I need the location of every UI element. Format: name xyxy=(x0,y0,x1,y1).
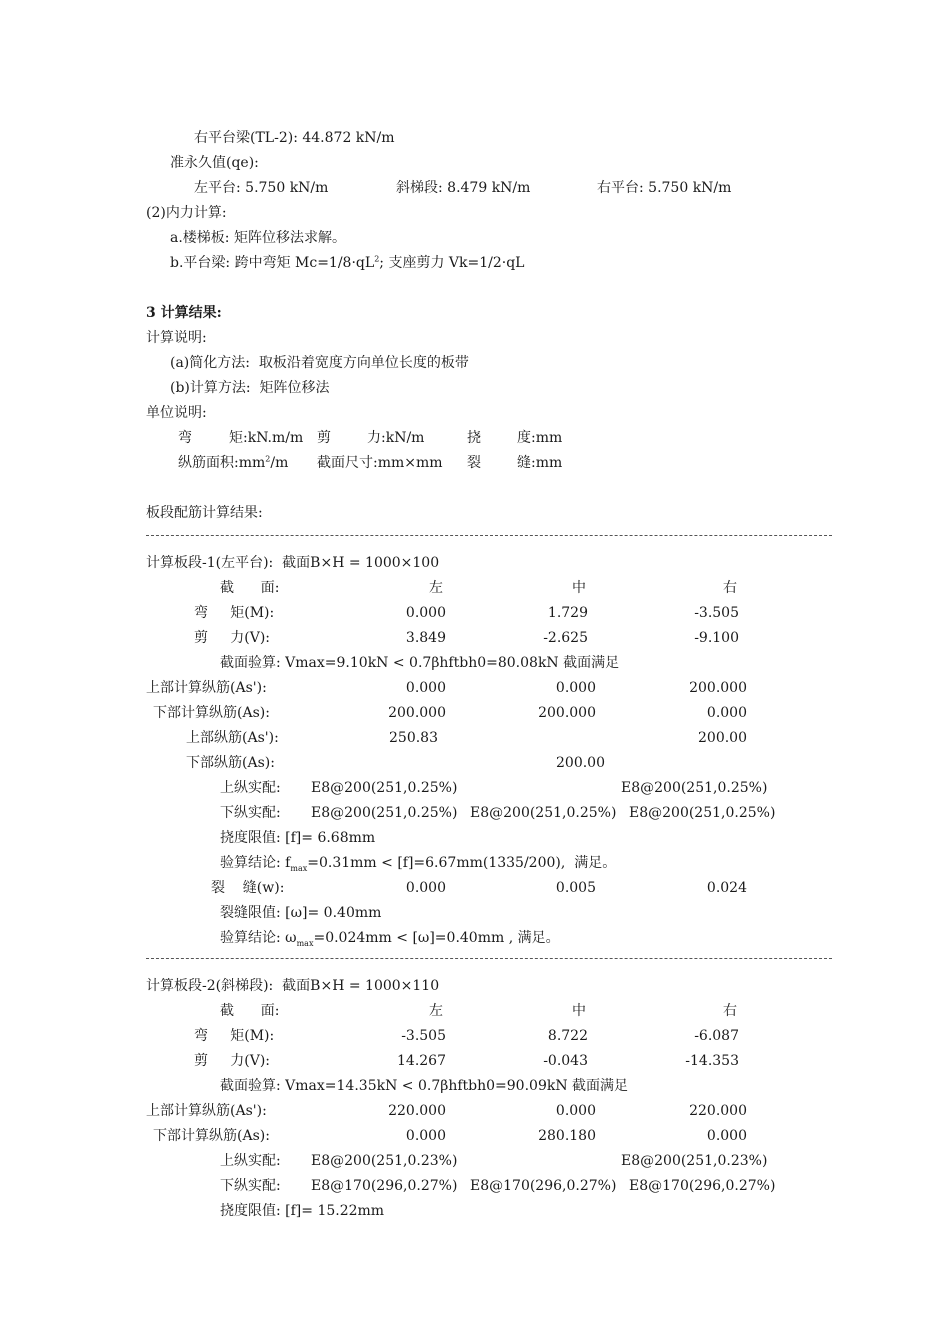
seg1-v-label: 剪 力(V): xyxy=(194,630,271,646)
seg2-lowreal-right: E8@170(296,0.27%) xyxy=(629,1178,776,1194)
seg1-title: 计算板段-1(左平台): 截面B×H = 1000×100 xyxy=(146,555,440,571)
intro-line-beam: 右平台梁(TL-2): 44.872 kN/m xyxy=(194,130,395,146)
seg2-m-left: -3.505 xyxy=(401,1028,446,1044)
seg1-low-label: 下部纵筋(As): xyxy=(186,755,275,771)
seg1-crack-mid: 0.005 xyxy=(555,880,596,896)
seg2-upreal-right: E8@200(251,0.23%) xyxy=(621,1153,768,1169)
seg2-upreal-label: 上纵实配: xyxy=(220,1153,281,1169)
seg1-lowcalc-left: 200.000 xyxy=(388,705,446,721)
intro-internal-force: (2)内力计算: xyxy=(146,205,227,221)
seg2-col-left: 左 xyxy=(429,1003,443,1019)
seg2-lowreal-mid: E8@170(296,0.27%) xyxy=(470,1178,617,1194)
seg1-crack-label: 裂 缝(w): xyxy=(211,880,285,896)
seg1-col-mid: 中 xyxy=(572,580,586,596)
unit-crack-l: 裂 xyxy=(467,455,481,471)
intro-stair-slab: a.楼梯板: 矩阵位移法求解。 xyxy=(170,230,346,246)
seg2-m-label: 弯 矩(M): xyxy=(194,1028,275,1044)
calc-method: (b)计算方法: 矩阵位移法 xyxy=(170,380,330,396)
seg1-m-right: -3.505 xyxy=(694,605,739,621)
unit-note: 单位说明: xyxy=(146,405,207,421)
seg1-col-right: 右 xyxy=(723,580,737,596)
seg2-m-right: -6.087 xyxy=(694,1028,739,1044)
seg1-upcalc-left: 0.000 xyxy=(405,680,446,696)
seg1-lowcalc-label: 下部计算纵筋(As): xyxy=(153,705,270,721)
unit-bend-l: 弯 xyxy=(178,430,192,446)
divider xyxy=(146,535,832,536)
seg2-section-label: 截 面: xyxy=(220,1003,280,1019)
seg1-defl-limit: 挠度限值: [f]= 6.68mm xyxy=(220,830,376,846)
seg1-lowreal-label: 下纵实配: xyxy=(220,805,281,821)
unit-area: 纵筋面积$:mm^2/m$ xyxy=(178,454,289,471)
table-title: 板段配筋计算结果: xyxy=(146,505,263,521)
seg2-upcalc-label: 上部计算纵筋(As'): xyxy=(146,1103,267,1119)
seg1-upreal-right: E8@200(251,0.25%) xyxy=(621,780,768,796)
seg2-upreal-left: E8@200(251,0.23%) xyxy=(311,1153,458,1169)
seg2-col-mid: 中 xyxy=(572,1003,586,1019)
seg1-lowcalc-right: 0.000 xyxy=(706,705,747,721)
seg1-v-mid: -2.625 xyxy=(543,630,588,646)
seg2-check: 截面验算: Vmax=14.35kN < 0.7βhftbh0=90.09kN 截面满足 xyxy=(220,1078,629,1094)
seg1-upcalc-right: 200.000 xyxy=(689,680,747,696)
divider xyxy=(146,958,832,959)
seg1-upreal-label: 上纵实配: xyxy=(220,780,281,796)
seg2-lowreal-label: 下纵实配: xyxy=(220,1178,281,1194)
seg2-lowcalc-mid: 280.180 xyxy=(538,1128,596,1144)
seg1-up-left: 250.83 xyxy=(389,730,438,746)
seg2-upcalc-mid: 0.000 xyxy=(555,1103,596,1119)
simplify-method: (a)简化方法: 取板沿着宽度方向单位长度的板带 xyxy=(170,355,469,371)
results-heading: 3 计算结果: xyxy=(146,305,222,321)
intro-left-platform: 左平台: 5.750 kN/m xyxy=(194,180,329,196)
unit-shear-l: 剪 xyxy=(317,430,331,446)
seg1-crack-right: 0.024 xyxy=(706,880,747,896)
unit-bend-r: 矩:kN.m/m xyxy=(229,430,304,446)
seg2-title: 计算板段-2(斜梯段): 截面B×H = 1000×110 xyxy=(146,978,440,994)
seg2-lowreal-left: E8@170(296,0.27%) xyxy=(311,1178,458,1194)
seg1-upcalc-label: 上部计算纵筋(As'): xyxy=(146,680,267,696)
unit-shear-r: 力:kN/m xyxy=(367,430,425,446)
seg2-defl-limit: 挠度限值: [f]= 15.22mm xyxy=(220,1203,385,1219)
seg1-m-mid: 1.729 xyxy=(547,605,588,621)
seg1-v-left: 3.849 xyxy=(405,630,446,646)
seg1-crack-conclusion: 验算结论: $\omega_{max}=0.024mm < [\omega]=0.40mm$ , 满足。 xyxy=(220,930,560,948)
seg2-v-label: 剪 力(V): xyxy=(194,1053,271,1069)
seg2-lowcalc-right: 0.000 xyxy=(706,1128,747,1144)
intro-platform-beam: b.平台梁: 跨中弯矩 $Mc=1/8\cdot qL^2$; 支座剪力 Vk=1/2·qL xyxy=(170,254,525,271)
seg1-v-right: -9.100 xyxy=(694,630,739,646)
seg1-lowreal-mid: E8@200(251,0.25%) xyxy=(470,805,617,821)
seg1-upreal-left: E8@200(251,0.25%) xyxy=(311,780,458,796)
seg2-v-mid: -0.043 xyxy=(543,1053,588,1069)
seg1-check: 截面验算: Vmax=9.10kN < 0.7βhftbh0=80.08kN 截面满足 xyxy=(220,655,620,671)
seg1-m-left: 0.000 xyxy=(405,605,446,621)
unit-defl-l: 挠 xyxy=(467,430,481,446)
unit-section: 截面尺寸:mm×mm xyxy=(317,455,443,471)
intro-slope: 斜梯段: 8.479 kN/m xyxy=(396,180,531,196)
intro-line-qe: 准永久值(qe): xyxy=(170,155,259,171)
seg1-upcalc-mid: 0.000 xyxy=(555,680,596,696)
seg2-col-right: 右 xyxy=(723,1003,737,1019)
seg1-crack-left: 0.000 xyxy=(405,880,446,896)
seg1-lowcalc-mid: 200.000 xyxy=(538,705,596,721)
seg2-upcalc-right: 220.000 xyxy=(689,1103,747,1119)
seg2-lowcalc-left: 0.000 xyxy=(405,1128,446,1144)
intro-right-platform: 右平台: 5.750 kN/m xyxy=(597,180,732,196)
seg1-crack-limit: 裂缝限值: [ω]= 0.40mm xyxy=(220,905,382,921)
seg1-lowreal-left: E8@200(251,0.25%) xyxy=(311,805,458,821)
seg1-up-right: 200.00 xyxy=(698,730,747,746)
seg1-up-label: 上部纵筋(As'): xyxy=(186,730,279,746)
unit-crack-r: 缝:mm xyxy=(517,455,563,471)
seg2-m-mid: 8.722 xyxy=(547,1028,588,1044)
seg1-defl-conclusion: 验算结论: $f_{max}=0.31mm < [f]=6.67mm(1335/200)$, 满足。 xyxy=(220,855,617,873)
seg2-v-left: 14.267 xyxy=(397,1053,446,1069)
seg2-upcalc-left: 220.000 xyxy=(388,1103,446,1119)
seg1-col-left: 左 xyxy=(429,580,443,596)
seg2-lowcalc-label: 下部计算纵筋(As): xyxy=(153,1128,270,1144)
seg1-lowreal-right: E8@200(251,0.25%) xyxy=(629,805,776,821)
seg1-low-mid: 200.00 xyxy=(556,755,605,771)
seg1-m-label: 弯 矩(M): xyxy=(194,605,275,621)
unit-defl-r: 度:mm xyxy=(517,430,563,446)
seg1-section-label: 截 面: xyxy=(220,580,280,596)
calc-note: 计算说明: xyxy=(146,330,207,346)
seg2-v-right: -14.353 xyxy=(685,1053,739,1069)
